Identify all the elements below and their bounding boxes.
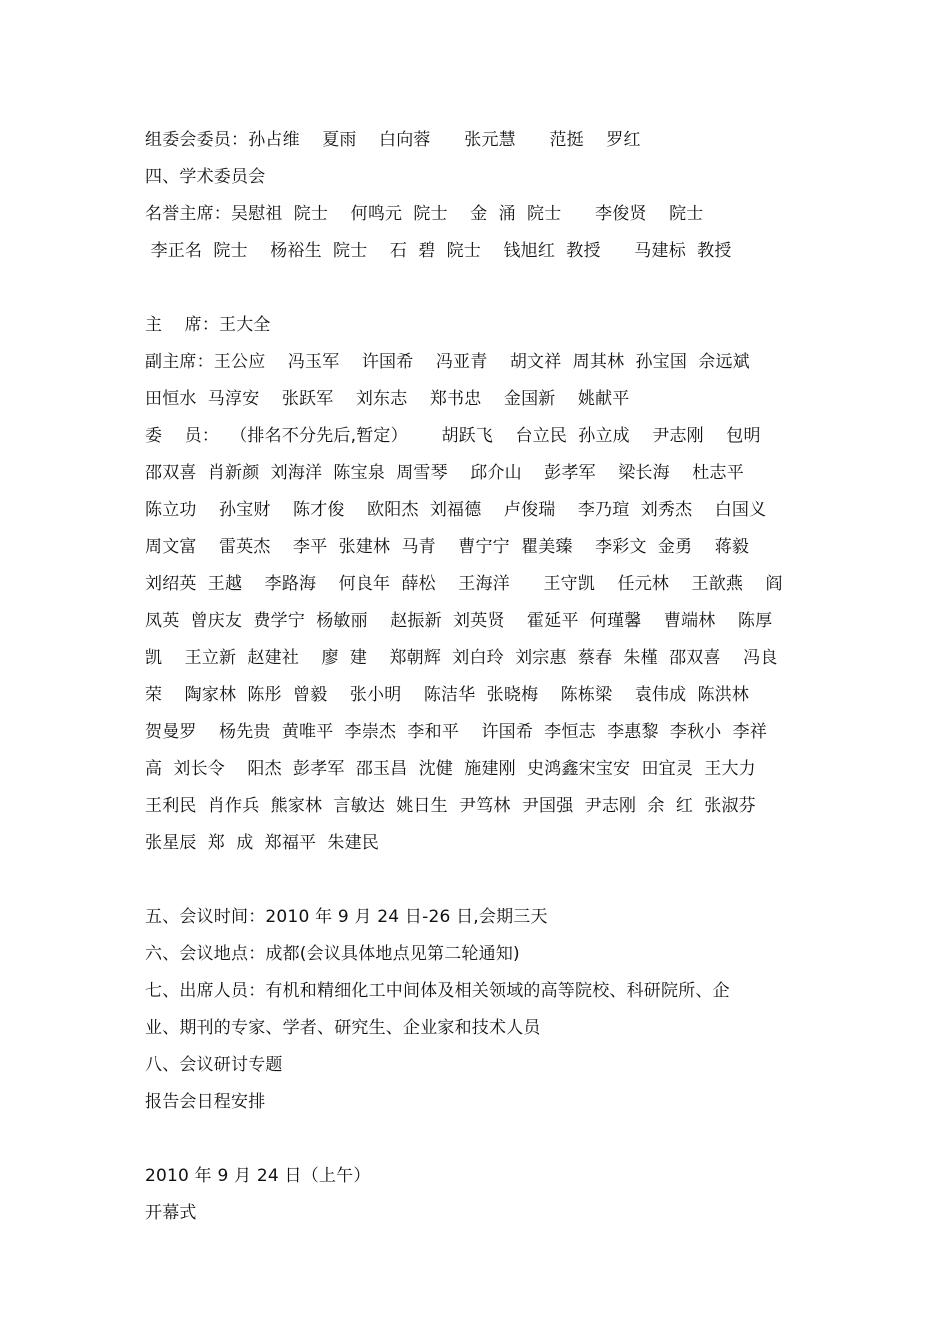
- organizing-committee-line: 组委会委员：孙占维 夏雨 白向蓉 张元慧 范挺 罗红: [145, 130, 641, 150]
- attendees-line-2: 业、期刊的专家、学者、研究生、企业家和技术人员: [145, 1018, 541, 1038]
- members-line: 荣 陶家林 陈彤 曾毅 张小明 陈洁华 张晓梅 陈栋梁 袁伟成 陈洪林: [145, 685, 750, 705]
- members-line: 高 刘长令 阳杰 彭孝军 邵玉昌 沈健 施建刚 史鸿鑫宋宝安 田宜灵 王大力: [145, 759, 756, 779]
- vice-chairs-line-1: 副主席：王公应 冯玉军 许国希 冯亚青 胡文祥 周其林 孙宝国 佘远斌: [145, 352, 750, 372]
- vice-chairs-line-2: 田恒水 马淳安 张跃军 刘东志 郑书忠 金国新 姚献平: [145, 389, 630, 409]
- members-line: 邵双喜 肖新颜 刘海洋 陈宝泉 周雪琴 邱介山 彭孝军 梁长海 杜志平: [145, 463, 744, 483]
- members-line: 陈立功 孙宝财 陈才俊 欧阳杰 刘福德 卢俊瑞 李乃瑄 刘秀杰 白国义: [145, 500, 767, 520]
- honorary-chairs-line-2: 李正名 院士 杨裕生 院士 石 碧 院士 钱旭红 教授 马建标 教授: [145, 241, 732, 261]
- members-line: 凤英 曾庆友 费学宁 杨敏丽 赵振新 刘英贤 霍延平 何瑾馨 曹端林 陈厚: [145, 611, 773, 631]
- members-line: 委 员： （排名不分先后,暂定） 胡跃飞 台立民 孙立成 尹志刚 包明: [145, 426, 761, 446]
- meeting-time-line: 五、会议时间：2010 年 9 月 24 日-26 日,会期三天: [145, 907, 548, 927]
- members-line: 王利民 肖作兵 熊家林 言敏达 姚日生 尹笃林 尹国强 尹志刚 余 红 张淑芬: [145, 796, 756, 816]
- members-line: 贺曼罗 杨先贵 黄唯平 李崇杰 李和平 许国希 李恒志 李惠黎 李秋小 李祥: [145, 722, 768, 742]
- members-list: [145, 418, 810, 862]
- members-line: 张星辰 郑 成 郑福平 朱建民: [145, 833, 380, 853]
- document-page: [145, 122, 810, 1232]
- day-1-date: 2010 年 9 月 24 日（上午）: [145, 1166, 371, 1186]
- members-line: 刘绍英 王越 李路海 何良年 薛松 王海洋 王守凯 任元林 王歆燕 阎: [145, 574, 783, 594]
- section-8-heading: 八、会议研讨专题: [145, 1055, 283, 1075]
- chair-line: 主 席：王大全: [145, 315, 271, 335]
- members-line: 凯 王立新 赵建社 廖 建 郑朝辉 刘白玲 刘宗惠 蔡春 朱槿 邵双喜 冯良: [145, 648, 778, 668]
- opening-ceremony: 开幕式: [145, 1203, 197, 1223]
- section-4-heading: 四、学术委员会: [145, 167, 266, 187]
- meeting-location-line: 六、会议地点：成都(会议具体地点见第二轮通知): [145, 944, 520, 964]
- honorary-chairs-line-1: 名誉主席：吴慰祖 院士 何鸣元 院士 金 涌 院士 李俊贤 院士: [145, 204, 704, 224]
- schedule-heading: 报告会日程安排: [145, 1092, 266, 1112]
- attendees-line-1: 七、出席人员：有机和精细化工中间体及相关领域的高等院校、科研院所、企: [145, 981, 730, 1001]
- members-line: 周文富 雷英杰 李平 张建林 马青 曹宁宁 瞿美臻 李彩文 金勇 蒋毅: [145, 537, 750, 557]
